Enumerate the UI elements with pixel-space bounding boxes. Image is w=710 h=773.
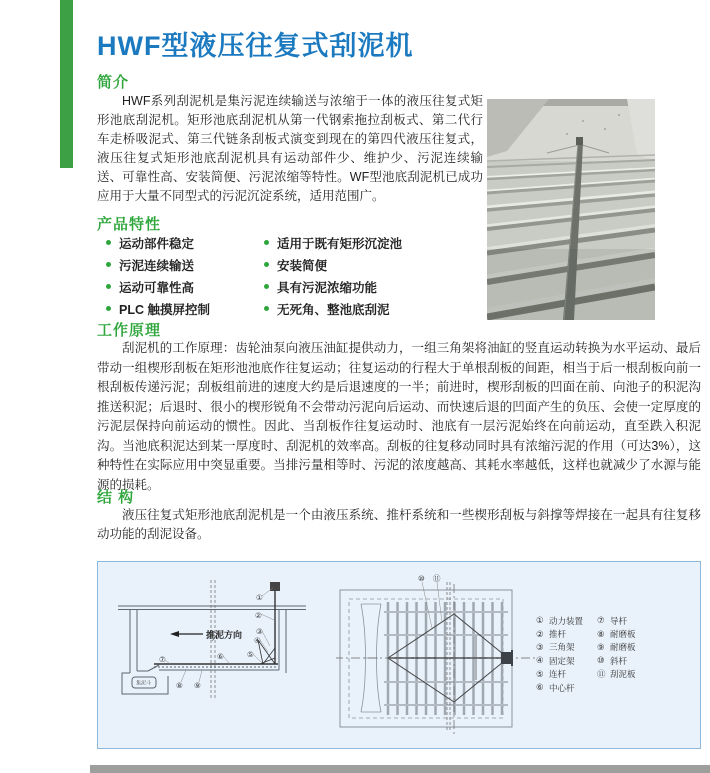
callout-6: ⑥ xyxy=(217,652,224,661)
callout-9: ⑨ xyxy=(194,681,201,690)
feature-item xyxy=(264,279,402,294)
bullet-icon xyxy=(264,306,269,311)
feature-label: 安装简便 xyxy=(277,258,328,273)
legend-num: ⑩ xyxy=(597,655,605,666)
callout-8: ⑧ xyxy=(176,681,183,690)
legend-label: 推杆 xyxy=(549,629,567,640)
legend-num: ⑤ xyxy=(536,668,544,679)
section-heading-structure: 结 构 xyxy=(97,489,135,506)
mud-direction-arrow xyxy=(170,629,242,640)
legend-item xyxy=(597,614,636,627)
legend-item xyxy=(536,654,583,667)
diagram-legend xyxy=(536,614,636,694)
bullet-icon xyxy=(264,240,269,245)
callout-11: ⑪ xyxy=(433,574,441,583)
legend-label: 固定架 xyxy=(549,655,575,666)
feature-item xyxy=(264,235,402,250)
legend-label: 刮泥板 xyxy=(610,669,636,680)
features-list-col1 xyxy=(106,235,210,323)
legend-item xyxy=(536,627,583,640)
mud-direction-label: 推泥方向 xyxy=(206,630,243,640)
page-title: HWF型液压往复式刮泥机 xyxy=(97,31,414,61)
legend-item xyxy=(597,627,636,640)
feature-label: PLC 触摸屏控制 xyxy=(119,302,210,317)
legend-label: 耐磨板 xyxy=(610,642,636,653)
features-list-col2 xyxy=(264,235,402,323)
section-heading-features: 产品特性 xyxy=(97,216,162,233)
callout-10: ⑩ xyxy=(418,574,425,583)
legend-item xyxy=(536,668,583,681)
callout-7: ⑦ xyxy=(159,655,166,664)
callout-4: ④ xyxy=(254,636,261,645)
bullet-icon xyxy=(106,306,111,311)
legend-col-1 xyxy=(536,614,583,694)
bullet-icon xyxy=(106,262,111,267)
tank-wall xyxy=(487,99,655,161)
legend-item xyxy=(536,614,583,627)
feature-item xyxy=(264,301,402,316)
feature-item xyxy=(106,279,210,294)
legend-label: 中心杆 xyxy=(549,682,575,693)
feature-label: 适用于既有矩形沉淀池 xyxy=(277,236,403,251)
feature-item xyxy=(106,301,210,316)
legend-num: ③ xyxy=(536,641,544,652)
section-heading-intro: 简介 xyxy=(97,74,130,91)
bullet-icon xyxy=(264,262,269,267)
legend-col-2 xyxy=(597,614,636,694)
callout-5: ⑤ xyxy=(247,650,254,659)
feature-label: 运动可靠性高 xyxy=(119,280,195,295)
structure-diagram-panel xyxy=(97,561,701,749)
legend-item xyxy=(536,681,583,694)
legend-num: ④ xyxy=(536,655,544,666)
legend-item xyxy=(597,641,636,654)
feature-label: 污泥连续输送 xyxy=(119,258,195,273)
legend-item xyxy=(597,654,636,667)
principle-paragraph: 刮泥机的工作原理：齿轮油泵向液压油缸提供动力，一组三角架将油缸的竖直运动转换为水平运动、最后带动一组楔形刮板在矩形池池底作往复运动；往复运动的行程大于单根刮板的间距，相当于后一根刮板向前一根刮板传递污泥；刮板组前进的速度大约是后退速度的一半；前进时，楔形刮板的凹面在前、向池子的积泥沟推送积泥；后退时、很小的楔形锐角不会带动污泥向后运动、而快速后退的凹面产生的负压、会使一定厚度的污泥层保持向前运动的惯性。因此、当刮板作往复运动时、池底有一层污泥始终在向前运动，直至跌入积泥沟。当池底积泥达到某一厚度时、刮泥机的效率高。刮板的往复移动同时具有浓缩污泥的作用（可达3%），这种特性在实际应用中突显重要。当排污量相等时、污泥的浓度越高、其耗水率越低，这样也就减少了水源与能源的损耗。 xyxy=(97,341,701,492)
bullet-icon xyxy=(106,240,111,245)
bullet-icon xyxy=(264,284,269,289)
side-view-drawing xyxy=(110,578,338,713)
drive-unit xyxy=(501,650,512,666)
feature-item xyxy=(264,257,402,272)
feature-label: 具有污泥浓缩功能 xyxy=(277,280,378,295)
intro-paragraph: HWF系列刮泥机是集污泥连续输送与浓缩于一体的液压往复式矩形池底刮泥机。矩形池底刮泥机从第一代钢索拖拉刮板式、第二代行车走桥吸泥式、第三代链条刮板式演变到现在的第四代液压往复式，液压往复式矩形池底刮泥机具有运动部件少、维护少、污泥连续输送、可靠性高、安装简便、污泥浓缩等特性。WF型池底刮泥机已成功应用于大量不同型式的污泥沉淀系统，适用范围广。 xyxy=(97,94,483,203)
structure-paragraph: 液压往复式矩形池底刮泥机是一个由液压系统、推杆系统和一些楔形刮板与斜撑等焊接在一起具有往复移动功能的刮泥设备。 xyxy=(97,508,701,541)
legend-num: ⑨ xyxy=(597,641,605,652)
legend-label: 斜杆 xyxy=(610,655,628,666)
legend-item xyxy=(597,668,636,681)
product-photo xyxy=(487,99,655,320)
legend-label: 动力装置 xyxy=(549,615,584,626)
legend-num: ⑦ xyxy=(597,615,605,626)
feature-item xyxy=(106,235,210,250)
legend-label: 三角架 xyxy=(549,642,575,653)
hopper-label: 集泥斗 xyxy=(136,680,152,687)
left-accent-bar xyxy=(60,0,73,168)
feature-item xyxy=(106,257,210,272)
section-heading-principle: 工作原理 xyxy=(97,322,162,339)
legend-label: 耐磨板 xyxy=(610,629,636,640)
plan-view-drawing xyxy=(336,570,536,742)
legend-item xyxy=(536,641,583,654)
product-photo-art xyxy=(487,99,655,320)
feature-label: 运动部件稳定 xyxy=(119,236,195,251)
bottom-accent-bar xyxy=(90,765,710,773)
callout-3: ③ xyxy=(256,627,263,636)
legend-label: 连杆 xyxy=(549,669,567,680)
bullet-icon xyxy=(106,284,111,289)
plan-callouts xyxy=(418,574,441,583)
legend-label: 导杆 xyxy=(610,615,628,626)
callout-2: ② xyxy=(255,611,262,620)
legend-num: ⑥ xyxy=(536,682,544,693)
legend-num: ① xyxy=(536,615,544,626)
legend-num: ⑪ xyxy=(597,669,606,680)
callout-1: ① xyxy=(256,593,263,602)
legend-num: ② xyxy=(536,628,544,639)
feature-label: 无死角、整池底刮泥 xyxy=(277,302,390,317)
legend-num: ⑧ xyxy=(597,628,605,639)
